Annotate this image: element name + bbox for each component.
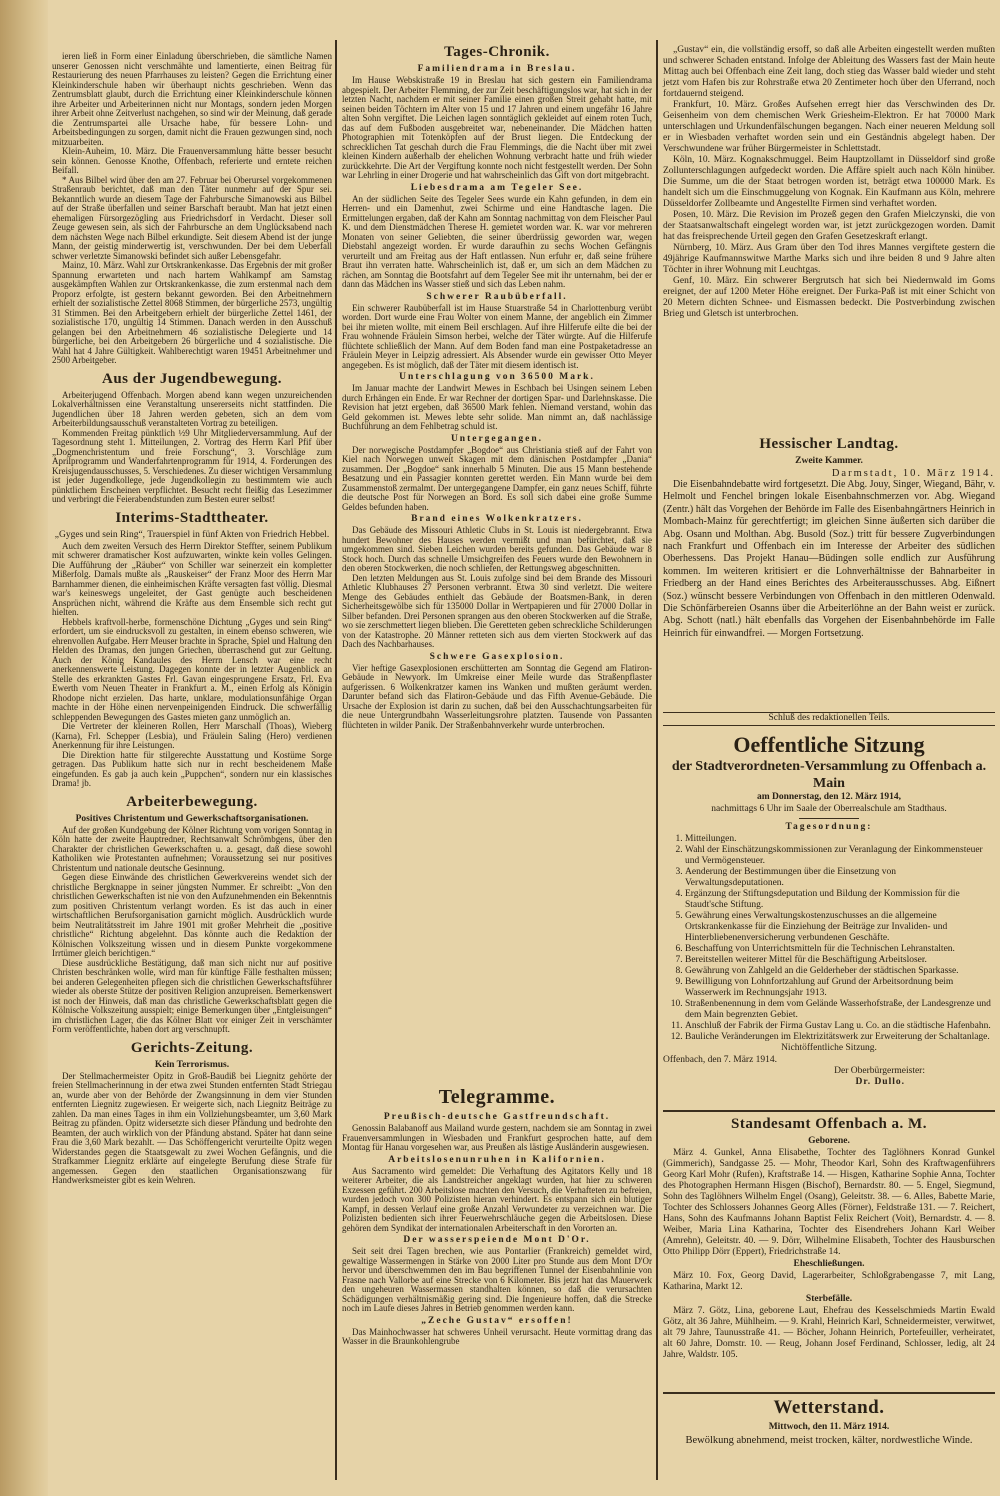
agenda-item: 6. Beschaffung von Unterrichtsmitteln für die Technischen Lehranstalten.	[685, 944, 995, 955]
paragraph: Den letzten Meldungen aus St. Louis zufolge sind bei dem Brande des Missouri Athletic Klubhauses 27 Personen verbrannt. Etwa 30 sind verletzt. Die weitere Menge des Gebäudes enthielt das Gebäude der Boatsmen-Bank, in deren Sicherheitsgewölbe sich für 135000 Dollar in Wertpapieren und für 27000 Dollar in Silber befanden. Drei Personen sprangen aus den oberen Stockwerken auf die Straße, wo sie zerschmettert liegen blieben. Die Geretteten geben schreckliche Schilderungen von der Katastrophe. 20 Männer retteten sich aus dem vierten Stockwerk auf das Dach des Nachbarhauses.	[342, 572, 652, 649]
column-rule	[335, 40, 337, 1480]
page-binding	[0, 0, 48, 1496]
births-text: März 4. Gunkel, Anna Elisabethe, Tochter des Taglöhners Konrad Gunkel (Gimmerich), Sandgasse 25. — Mohr, Theodor Karl, Sohn des Kraftwagenführers Georg Karl Mohr (Rufen), Kraftstraße 14. — Hisgen, Katharine Sophie Anna, Tochter des Photographen Hermann Hisgen (Bischof), Bernardstr. 80. — 5. Engel, Siegmund, Sohn des Taglöhners Wilhelm Engel (Osang), Geleitstr. 38. — 6. Alles, Babette Marie, Tochter des Schlossers Johannes Georg Alles (Förner), Feldstraße 131. — 7. Reichert, Hans, Sohn des Kaufmanns Johann Baptist Felix Reichert (Voit), Bernardstr. 4. — 8. Weiber, Maria Lina Katharina, Tochter des Eisendrehers Johann Karl Weiber (Amrehn), Geleitstr. 40. — 9. Dörr, Wilhelmine Elisabeth, Tochter des Hausburschen Otto Philipp Dörr (Eppert), Friedrichstraße 14.	[663, 1148, 995, 1257]
dateline: Darmstadt, 10. März 1914.	[831, 468, 995, 479]
section-heading: Gerichts-Zeitung.	[130, 1039, 254, 1056]
paragraph: Die Eisenbahndebatte wird fortgesetzt. Die Abg. Jouy, Singer, Wiegand, Bähr, v. Helmolt und Fenchel bringen lokale Eisenbahnschmerzen vor. Abg. Wiegand (Zentr.) hält das Vorgehen der Behörde im Falle des Eisenbahngärtners Heinrich in Mombach-Mainz für gerechtfertigt; im gleichen Sinne äußerten sich darüber die Abg. Osann und Molthan. Abg. Busold (Soz.) tritt für bessere Zugverbindungen nach Frankfurt und Offenbach ein im Interesse der Arbeiter des südlichen Oberhessens. Das Projekt Hanau—Büdingen solle endlich zur Ausführung kommen. Im weiteren kritisiert er die Lohnverhältnisse der Bahnarbeiter in Friedberg an der Hand eines Berichtes des Arbeiterausschusses. Abg. Eißnert (Soz.) wünscht bessere Verbindungen von Offenbach in den mittleren Odenwald. Die Schönfärbereien Osanns über die Arbeiterlöhne an der Bahn weist er zurück. Abg. Schott (natl.) hält ebenfalls das Vorgehen der Eisenbahnbehörde im Falle Heinrich für einwandfrei. — Morgen Fortsetzung.	[663, 479, 995, 639]
section-heading: Standesamt Offenbach a. M.	[731, 1116, 927, 1132]
paragraph: Im Januar machte der Landwirt Mewes in Eschbach bei Usingen seinem Leben durch Erhängen ein Ende. Er war Rechner der dortigen Spar- und Darlehnskasse. Die Revision hat jetzt ergeben, daß 36500 Mark fehlen. Niemand verstand, wohin das Geld gekommen ist. Mewes lebte sehr solide. Man nimmt an, daß nachlässige Buchführung an dem Fehlbetrag schuld ist.	[342, 383, 652, 431]
births-heading: Geborene.	[808, 1136, 850, 1146]
article-heading: Arbeitslosenunruhen in Kalifornien.	[388, 1154, 606, 1165]
deaths-text: März 7. Götz, Lina, geborene Laut, Ehefrau des Kesselschmieds Martin Ewald Götz, alt 36 Jahre, Mühlheim. — 9. Krahl, Heinrich Karl, Schneidermeister, verwitwet, alt 79 Jahre, Taunusstraße 41. — Böcher, Johann Heinrich, Portefeuiller, verheiratet, alt 60 Jahre, Domstr. 10. — Reug, Johann Josef Ferdinand, Schlosser, ledig, alt 24 Jahre, Waldstr. 105.	[663, 1306, 995, 1360]
section-heading: Hessischer Landtag.	[759, 436, 899, 452]
paragraph: Aus Sacramento wird gemeldet: Die Verhaftung des Agitators Kelly und 18 weiterer Arbeiter, die als Landstreicher angeklagt wurden, hat hier zu schweren Exzessen geführt. 200 Arbeitslose machten den Versuch, die Verhafteten zu befreien, wurden jedoch von 300 Polizisten hieran verhindert. Es entspann sich ein blutiger Kampf, in dessen Verlauf eine große Anzahl Verwundeter zu verzeichnen war. Die Polizisten bedienten sich ihrer Feuerwehrschläuche gegen die Arbeitslosen. Diese gehören dem Syndikat der internationalen Arbeiterschaft in den Vororten an.	[342, 1165, 652, 1233]
paragraph: Kommenden Freitag pünktlich ½9 Uhr Mitgliederversammlung. Auf der Tagesordnung steht 1. Mitteilungen, 2. Vortrag des Herrn Karl Pfif über „Dogmenchristentum und freie Forschung“, 3. Vorschläge zum Aprilprogramm und Wanderfahrtenprogramm für 1914, 4. Forderungen des Kreisjugendausschusses, 5. Verschiedenes. Zu dieser wichtigen Versammlung ist jeder Jugendkollege, jede Jugendkollegin zu bestimmtem wie auch pünktlichem Erscheinen verpflichtet. Besucht recht fleißig das Lesezimmer und verbringt die Feierabendstunden zum Besten eurer selbst!	[52, 427, 332, 504]
paragraph: Diese ausdrückliche Bestätigung, daß man sich nicht nur auf positive Christen beschränken wolle, wird man für künftige Fälle festhalten müssen; bei anderen Gelegenheiten pflegen sich die christlichen Gewerkschaftsführer wieder als oberste Stütze der positiven Religion anzupreisen. Bemerkenswert ist noch der Hinweis, daß man das christliche Gewerkschaftsblatt gegen die Kölnische Volkszeitung ausspielt; einige Bemerkungen über „Entgleisungen“ im christlichen Lager, die das Kölner Blatt vor einiger Zeit in verschämter Form veröffentlichte, haben dort arg verschnupft.	[52, 957, 332, 1034]
deaths-heading: Sterbefälle.	[805, 1294, 853, 1304]
left-intro	[52, 52, 332, 366]
paragraph: Seit seit drei Tagen brechen, wie aus Pontarlier (Frankreich) gemeldet wird, gewaltige Wassermengen in Stärke von 2000 Liter pro Stunde aus dem Mont D'Or hervor und überschwemmen den im Bau begriffenen Tunnel der Eisenbahnlinie von Frasne nach Vallorbe auf eine Strecke von 6 Kilometer. Bis jetzt hat das Mauerwerk den ungeheuren Wassermassen standhalten können, so daß die verursachten Schädigungen verhältnismäßig gering sind. Die Ingenieure hoffen, daß die Strecke noch im Laufe dieses Jahres in Betrieb genommen werden kann.	[342, 1246, 652, 1313]
place-date: Offenbach, den 7. März 1914.	[663, 1054, 778, 1065]
court-section	[52, 1039, 332, 1186]
end-notice-bar	[663, 712, 995, 726]
agenda-item: 8. Gewährung von Zahlgeld an die Gelderheber der städtischen Sparkasse.	[685, 966, 995, 977]
article-heading: Preußisch-deutsche Gastfreundschaft.	[383, 1112, 611, 1122]
agenda-item: 9. Bewilligung von Lohnfortzahlung auf Grund der Arbeitsordnung beim Wasserwerk im Rechnungsjahr 1913.	[685, 977, 995, 999]
notice-subtitle: der Stadtverordneten-Versammlung zu Offenbach a. Main	[671, 759, 987, 791]
agenda-item: 10. Straßenbenennung in dem vom Gelände Wasserhofstraße, der Landesgrenze und dem Main begrenzten Gebiet.	[685, 999, 995, 1021]
paragraph: Der Stellmachermeister Opitz in Groß-Baudiß bei Liegnitz gehörte der freien Stellmacherinnung in der etwa zwei Stunden entfernten Stadt Striegau an, wurde aber von der Behörde der Zwangsinnung in dem vier Stunden entfernten Liegnitz zugewiesen. Er weigerte sich, nach Liegnitz Beiträge zu zahlen. Da man eines Tages in ihm ein Vollziehungsbeamter, um 3,60 Mark Beitrag zu pfänden. Opitz widersetzte sich dieser Pfändung und bedrohte den Beamten, der auch wirklich von der Pfändung abstand. Später hat dann seine Frau die 3,60 Mark bezahlt. — Das Schöffengericht verurteilte Opitz wegen Widerstandes gegen die Staatsgewalt zu zwei Wochen Gefängnis, und die Strafkammer Liegnitz erklärte auf eingelegte Berufung diese Strafe für angemessen. Gegen den staatlichen Organisationszwang für Handwerksmeister gibt es kein Wehren.	[52, 1070, 332, 1185]
section-heading: Arbeiterbewegung.	[126, 793, 258, 810]
marriages-text: März 10. Fox, Georg David, Lagerarbeiter, Schloßgrabengasse 7, mit Lang, Katharina, Markt 12.	[663, 1271, 995, 1292]
council-session-notice	[663, 732, 995, 1088]
landtag-section	[663, 432, 995, 640]
paragraph: Ein schwerer Raubüberfall ist im Hause Stuarstraße 54 in Charlottenburg verübt worden. Dort wurde eine Frau Wolter von einem Manne, der angeblich ein Zimmer bei ihr mieten wollte, mit einem Beil erschlagen. Auf ihre Hilferufe eilte die bei der Frau wohnende Fräulein Simson herbei, welche der Täter würgte. Auf die Hilferufe flüchtete schließlich der Mann. Auf dem Boden fand man eine Postpaketadresse an Fräulein Meyer in Leipzig adressiert. Als Absender wurde ein gewisser Otto Meyer angegeben. Es ist möglich, daß der Täter mit diesem identisch ist.	[342, 302, 652, 370]
paragraph: Vier heftige Gasexplosionen erschütterten am Sonntag die Gegend am Flatiron-Gebäude in Newyork. Im Umkreise einer Meile wurde das Straßenpflaster aufgerissen. 6 Wolkenkratzer kamen ins Wanken und mußten geräumt werden. Darunter befand sich das Flatiron-Gebäude und das Fifth Avenue-Gebäude. Die Ursache der Explosion ist darin zu suchen, daß bei den Ausschachtungsarbeiten für die neue Untergrundbahn Wasserleitungsrohre platzten. Tausende von Passanten flüchteten in wilder Panik. Der Straßenbahnverkehr wurde unterbrochen.	[342, 662, 652, 730]
weather-date: Mittwoch, den 11. März 1914.	[768, 1422, 890, 1432]
paragraph: Arbeiterjugend Offenbach. Morgen abend kann wegen unzureichenden Lokalverhältnissen eine Veranstaltung unsererseits nicht stattfinden. Die Jugendlichen über 18 Jahren werden gebeten, sich an dem vom Arbeiterbildungsausschuß veranstalteten Vortrag zu beteiligen.	[52, 389, 332, 428]
agenda-title: Tagesordnung:	[785, 822, 873, 832]
notice-title: Oeffentliche Sitzung	[733, 732, 925, 757]
article-heading: Unterschlagung von 36500 Mark.	[399, 372, 595, 382]
telegrams-section	[342, 1082, 652, 1347]
paragraph: * Aus Bilbel wird über den am 27. Februar bei Oberursel vorgekommenen Straßenraub berichtet, daß man den Täter nunmehr auf der Spur sei. Bekanntlich wurde an diesem Tage der Fahrbursche Simanowski aus Bilbel auf der Straße überfallen und seiner Barschaft beraubt. Man hat jetzt einen ehemaligen Fürsorgezögling aus Friedrichsdorf in Verdacht. Dieser soll Zeuge gewesen sein, als sich der Fahrbursche an dem Unglücksabend nach dem nächsten Wege nach Bilbel erkundigte. Seit diesem Abend ist der junge Mann, der geistig minderwertig ist, verschwunden. Der bei dem Ueberfall schwer verletzte Simanowski befindet sich außer Lebensgefahr.	[52, 174, 332, 261]
divider	[799, 818, 859, 819]
theater-section	[52, 509, 332, 789]
paragraph: „Gustav“ ein, die vollständig ersoff, so daß alle Arbeiten eingestellt werden mußten und schwerer Schaden entstand. Infolge der Ableitung des Wassers fast der Main heute Mittag auch bei Offenbach eine Zeit lang, doch stieg das Wasser bald wieder und steht jetzt vom Hafen bis zur Rohrstraße etwa 20 Zentimeter hoch über den Uferrand, noch fortdauernd steigend.	[663, 45, 995, 99]
paragraph: Genossin Balabanoff aus Mailand wurde gestern, nachdem sie am Sonntag in zwei Frauenversammlungen in Wiesbaden und Frankfurt gesprochen hatte, auf dem Montag für Hanau vorgesehen war, aus Preußen als lästige Ausländerin ausgewiesen.	[342, 1123, 652, 1152]
notice-date: am Donnerstag, den 12. März 1914,	[756, 792, 902, 802]
paragraph: Auch dem zweiten Versuch des Herrn Direktor Steffter, seinem Publikum mit schwerer dramatischer Kost aufzuwarten, winkte kein volles Gelingen. Die Aufführung der „Räuber“ von Schiller war seinerzeit ein kompletter Mißerfolg. Damals mußte als „Rauskeiser“ der Franz Moor des Herrn Mar Barnhammer dienen, die einheimischen Kräfte versagten fast völlig. Diesmal war's keineswegs ungeleitet, der Gast genügte auch bescheidenen Ansprüchen nicht, während die Kräfte aus dem Ensemble sich recht gut hielten.	[52, 540, 332, 617]
agenda-list	[663, 834, 995, 1043]
paragraph: Das Mainhochwasser hat schweres Unheil verursacht. Heute vormittag drang das Wasser in die Braunkohlengrube	[342, 1326, 652, 1346]
paragraph: Gegen diese Einwände des christlichen Gewerkvereins wendet sich der christliche Bergknappe in seiner jüngsten Nummer. Er schreibt: „Von den christlichen Gewerkschaften ist nie von den Aufzunehmenden ein Bekenntnis zum positiven Christentum verlangt worden. Es ist das auch in einer wirtschaftlichen Berufsorganisation garnicht möglich. Ausdrücklich wurde beim Neutralitätsstreit im Jahre 1901 mit großer Mehrheit die „positive christliche“ Richtung abgelehnt. Das könnte auch die Redaktion der Kölnischen Volkszeitung wissen und in diesem Punkte vorgekommene Irrtümer gleich berichtigen.“	[52, 872, 332, 958]
chronicle-section	[342, 43, 652, 730]
article-heading: „Zeche Gustav“ ersoffen!	[421, 1315, 573, 1326]
section-heading: Telegramme.	[438, 1086, 556, 1108]
paragraph: Das Gebäude des Missouri Athletic Clubs in St. Louis ist niedergebrannt. Etwa hundert Bewohner des Hauses werden vermißt und man befürchtet, daß sie umgekommen sind. Sieben Leichen wurden bereits gefunden. Das Gebäude war 8 Stock hoch. Durch das schnelle Umsichgreifen des Feuers wurde den Bewohnern in den oberen Stockwerken, die noch schliefen, der Rettungsweg abgeschnitten.	[342, 525, 652, 573]
paragraph: Posen, 10. März. Die Revision im Prozeß gegen den Grafen Mielczynski, die von der Staatsanwaltschaft eingelegt worden war, ist jetzt zurückgezogen worden. Damit hat das freisprechende Urteil gegen den Grafen Gesetzeskraft erlangt.	[663, 210, 995, 242]
nonpublic-session: Nichtöffentliche Sitzung.	[781, 1043, 877, 1053]
agenda-item: 2. Wahl der Einschätzungskommissionen zur Veranlagung der Einkommensteuer und Vermögensteuer.	[685, 845, 995, 867]
paragraph: ieren ließ in Form einer Einladung überschrieben, die sämtliche Namen unserer Genossen nicht verschmähte und lamentierte, einen Beitrag für Restaurierung des neuen Pfarrhauses zu leisten? Gegen die Errichtung einer Kleinkinderschule haben wir überhaupt nichts geschrieben. Wenn das Zentrumsblatt glaubt, durch die Errichtung einer Kleinkinderschule können ihre Arbeiter und Arbeiterinnen nicht nur Montags, sondern jeden Morgen ihrer Arbeit ohne Zeitverlust nachgehen, so sind wir der Meinung, daß gerade die Zentrumspartei alle Ursache habe, für bessere Lohn- und Arbeitsbedingungen zu sorgen, damit nicht die Frauen gezwungen sind, noch mitzuarbeiten.	[52, 51, 332, 147]
paragraph: Die Vertreter der kleineren Rollen, Herr Marschall (Thoas), Wieberg (Karna), Frl. Schepper (Lesbia), und Fräulein Saling (Hero) verdienen Anerkennung für ihre Leistungen.	[52, 721, 332, 750]
article-heading: Liebesdrama am Tegeler See.	[410, 182, 584, 193]
section-heading: Wetterstand.	[773, 1397, 885, 1418]
middle-column	[342, 40, 652, 734]
subheading: Zweite Kammer.	[795, 456, 863, 466]
notice-time: nachmittags 6 Uhr im Saale der Oberrealschule am Stadthaus.	[711, 803, 947, 814]
paragraph: Genf, 10. März. Ein schwerer Bergrutsch hat sich bei Niedernwald im Goms ereignet, der auf 1200 Meter Höhe ereignet. Der Furka-Paß ist mit einer Schicht von 20 Metern dichten Schnee- und Eismassen bedeckt. Die Postverbindung zwischen Brieg und Gletsch ist unterbrochen.	[663, 276, 995, 319]
paragraph: Frankfurt, 10. März. Großes Aufsehen erregt hier das Verschwinden des Dr. Geisenheim von dem chemischen Werk Griesheim-Elektron. Er hat 70000 Mark unterschlagen und Urkundenfälschungen begangen. Nach einer neueren Meldung soll er in Wiesbaden verhaftet worden sein und ein Geständnis abgelegt haben. Der Verschwundene war früher Bürgermeister in Schlettstadt.	[663, 100, 995, 154]
article-heading: Schwere Gasexplosion.	[429, 651, 565, 662]
subheading: „Gyges und sein Ring“, Trauerspiel in fünf Akten von Friedrich Hebbel.	[54, 529, 330, 540]
right-intro	[663, 45, 995, 320]
left-column	[52, 52, 332, 1190]
paragraph: Köln, 10. März. Kognakschmuggel. Beim Hauptzollamt in Düsseldorf sind große Zollunterschlagungen aufgedeckt worden. Die Affäre spielt auch nach Köln hinüber. Die Summe, um die der Staat betrogen worden ist, beträgt etwa 100000 Mark. Es handelt sich um die Einschmuggelung von Kognak. Ein Kaufmann aus Köln, mehrere Düsseldorfer Zollbeamte und Angestellte Firmen sind verhaftet worden.	[663, 155, 995, 209]
article-heading: Brand eines Wolkenkratzers.	[411, 514, 583, 524]
weather-text: Bewölkung abnehmend, meist trocken, kälter, nordwestliche Winde.	[685, 1435, 973, 1446]
paragraph: Auf der großen Kundgebung der Kölner Richtung vom vorigen Sonntag in Köln hatte der zweite Hauptredner, Rechtsanwalt Schrömbgens, über den Charakter der christlichen Gewerkschaften u. a. gesagt, daß diese sowohl Katholiken wie Protestanten aufnehmen; Voraussetzung sei nur positives Christentum und nationale deutsche Gesinnung.	[52, 824, 332, 873]
subheading: Positives Christentum und Gewerkschaftsorganisationen.	[75, 813, 309, 824]
paragraph: Klein-Auheim, 10. März. Die Frauenversammlung hätte besser besucht sein können. Genosse Knothe, Offenbach, referierte und erntete reichen Beifall.	[52, 146, 332, 175]
article-heading: Untergegangen.	[450, 433, 544, 444]
paragraph: Die Direktion hatte für stilgerechte Ausstattung und Kostüme Sorge getragen. Das Publikum hatte sich nur in recht bescheidenem Maße eingefunden. Es gab ja auch kein „Puppchen“, sondern nur ein klassisches Drama! jb.	[52, 749, 332, 788]
section-heading: Interims-Stadttheater.	[115, 509, 269, 526]
paragraph: Nürnberg, 10. März. Aus Gram über den Tod ihres Mannes vergiftete gestern die 49jährige Kaufmannswitwe Marthe Marks sich und ihre beiden 8 und 9 Jahre alten Töchter in ihrer Wohnung mit Leuchtgas.	[663, 243, 995, 275]
signer: Dr. Dullo.	[855, 1076, 905, 1087]
agenda-item: 1. Mitteilungen.	[685, 834, 995, 845]
paragraph: Der norwegische Postdampfer „Bogdoe“ aus Christiania stieß auf der Fahrt von Kiel nach Norwegen unweit Skagen mit dem dänischen Postdampfer „Dania“ zusammen. Der „Bogdoe“ sank innerhalb 5 Minuten. Die aus 15 Mann bestehende Besatzung und ein Passagier konnten gerettet werden. Ein Mann wurde bei dem Zusammenstoß zermalmt. Der untergegangene Dampfer, ein ganz neues Schiff, führte die deutsche Post für Norwegen an Bord. Es soll sich dabei eine große Summe Geldes befunden haben.	[342, 444, 652, 512]
youth-section	[52, 370, 332, 505]
article-heading: Der wasserspeiende Mont D'Or.	[403, 1235, 591, 1245]
section-heading: Aus der Jugendbewegung.	[101, 370, 282, 387]
weather-section	[663, 1392, 995, 1447]
paragraph: An der südlichen Seite des Tegeler Sees wurde ein Kahn gefunden, in dem ein Herren- und ein Damenhut, zwei Schirme und eine Handtasche lagen. Die Ermittelungen ergaben, daß der Kahn am Sonntag nachmittag von dem Fleischer Paul K. und dem Dienstmädchen Therese H. gemietet worden war. K. war vor mehreren Monaten von seiner Geliebten, die seiner überdrüssig geworden war, wegen Diebstahl angezeigt worden. Er wurde daraufhin zu sechs Wochen Gefängnis verurteilt und am Freitag aus der Haft entlassen. Nun erfuhr er, daß seine frühere Braut ihn verraten hatte. Wahrscheinlich ist, daß er, um sich an dem Mädchen zu rächen, am Sonntag die Bootsfahrt auf dem Tegeler See mit ihr unternahm, bei der er dann das Mädchen ins Wasser stieß und sich das Leben nahm.	[342, 193, 652, 289]
agenda-item: 11. Anschluß der Fabrik der Firma Gustav Lang u. Co. an die städtische Hafenbahn.	[685, 1021, 995, 1032]
column-rule	[656, 40, 658, 1480]
labor-section	[52, 793, 332, 1035]
paragraph: Im Hause Webskistraße 19 in Breslau hat sich gestern ein Familiendrama abgespielt. Der Arbeiter Flemming, der zur Zeit beschäftigungslos war, hat sich in der letzten Nacht, nachdem er mit seiner Familie einen großen Streit gehabt hatte, mit seinen beiden Töchtern im Alter von 15 und 17 Jahren und einem ungefähr 16 Jahre alten Sohn vergiftet. Die Leichen lagen sonntäglich gekleidet auf einem roten Tuch, das auf dem Fußboden ausgebreitet war, nebeneinander. Die Mädchen hatten Photographien mit Totenköpfen auf der Brust liegen. Die Entdeckung der schrecklichen Tat geschah durch die Frau Flemmings, die die Nacht über mit zwei kleinen Kindern außerhalb der ehelichen Wohnung verbracht hatte und früh wieder zurückkehrte. Die Art der Vergiftung konnte noch nicht festgestellt werden. Der Sohn war Lehrling in einer Drogerie und hat wahrscheinlich das Gift von dort mitgebracht.	[342, 75, 652, 180]
marriages-heading: Eheschließungen.	[793, 1259, 865, 1269]
section-heading: Tages-Chronik.	[444, 44, 550, 60]
end-notice: Schluß des redaktionellen Teils.	[768, 713, 890, 723]
agenda-item: 12. Bauliche Veränderungen im Elektrizitätswerk zur Erweiterung der Schaltanlage.	[685, 1032, 995, 1043]
article-heading: Familiendrama in Breslau.	[417, 64, 577, 74]
subheading: Kein Terrorismus.	[154, 1059, 230, 1070]
signer-title: Der Oberbürgermeister:	[834, 1065, 925, 1076]
agenda-item: 4. Ergänzung der Stiftungsdeputation und Bildung der Kommission für die Staudt'sche Stiftung.	[685, 889, 995, 911]
registry-section	[663, 1110, 995, 1361]
paragraph: Hebbels kraftvoll-herbe, formenschöne Dichtung „Gyges und sein Ring“ erfordert, um sie eindrucksvoll zu gestalten, in einem ebenso schweren, wie ehrenvollen Aufgabe. Herr Meuser brachte in Sprache, Spiel und Haltung den Helden des Dramas, den jungen Griechen, überraschend gut zur Geltung. Auch der König Kandaules des Herrn Lensch war eine recht anerkennenswerte Leistung. Dagegen konnte der in letzter Augenblick an Stelle des erkrankten Gastes Frl. Gavan eingesprungene Ersatz, Frl. Eva Ewerth vom Neuen Theater in Frankfurt a. M., einen Erfolg als Königin Rhodope nicht erzielen. Das harte, unklare, modulationsunfähige Organ machte in der Höhe einen nervenpeinigenden Eindruck. Die schwerfällig schleppenden Bewegungen des Gastes mieten ganz unmöglich an.	[52, 616, 332, 722]
paragraph: Mainz, 10. März. Wahl zur Ortskrankenkasse. Das Ergebnis der mit großer Spannung erwarteten und nach hartem Wahlkampf am Samstag ausgekämpften Wahlen zur Ortskrankenkasse, die zum erstenmal nach dem Proporz erfolgte, ist gestern bekannt geworden. Bei den Arbeitnehmern erhielt der sozialistische Zettel 8068 Stimmen, der bürgerliche 2573, ungültig 31 Stimmen. Bei den Arbeitgebern erhielt der bürgerliche Zettel 1461, der sozialistische 170, ungültig 14 Stimmen. Danach werden in den Ausschuß gelangen bei den Arbeitnehmern 46 sozialistische Delegierte und 14 bürgerliche, bei den Arbeitgebern 26 bürgerliche und 4 sozialistische. Die Wahl hat 4 Jahre Gültigkeit. Wahlberechtigt waren 19451 Arbeitnehmer und 2500 Arbeitgeber.	[52, 260, 332, 365]
agenda-item: 5. Gewährung eines Verwaltungskostenzuschusses an die allgemeine Ortskrankenkasse für die Einziehung der Beiträge zur Invaliden- und Hinterbliebenenversicherung verbundenen Geschäfte.	[685, 911, 995, 944]
agenda-item: 7. Bereitstellen weiterer Mittel für die Beschäftigung Arbeitsloser.	[685, 955, 995, 966]
agenda-item: 3. Aenderung der Bestimmungen über die Einsetzung von Verwaltungsdeputationen.	[685, 867, 995, 889]
article-heading: Schwerer Raubüberfall.	[426, 291, 568, 302]
